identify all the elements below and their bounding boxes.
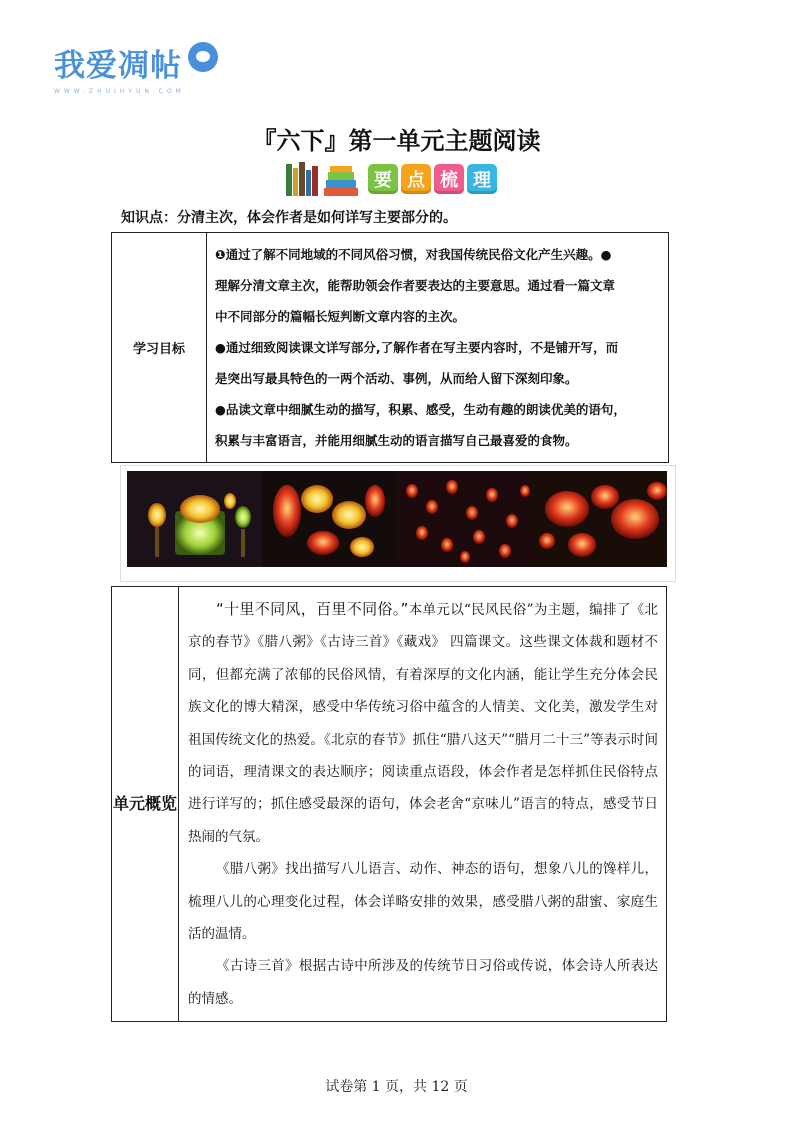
lanterns-illustration	[127, 471, 667, 567]
unit-overview-body	[179, 587, 667, 1022]
overview-paragraph-1-text: 本单元以“民风民俗”为主题，编排了《北京的春节》《腊八粥》《古诗三首》《藏戏》 四篇课文。这些课文体裁和题材不同，但都充满了浓郁的民俗风情，有着深厚的文化内涵，能让学生充分体会民族文化的博大精深，感受中华传统习俗中蕴含的人情美、文化美，激发学生对祖国传统文化的热爱。《北京的春节》抓住“腊八这天”“腊月二十三”等表示时间的词语，理清课文的表达顺序；阅读重点语段，体会作者是怎样抓住民俗特点进行详写的；抓住感受最深的语句，体会老舍“京味儿”语言的特点，感受节日热闹的气氛。	[188, 602, 658, 845]
goal-line: 是突出写最具特色的一两个活动、事例，从而给人留下深刻印象。	[215, 371, 578, 386]
key-char-shu: 梳	[434, 164, 464, 194]
overview-paragraph: 《腊八粥》找出描写八儿语言、动作、神态的语句，想象八儿的馋样儿，梳理八儿的心理变化过程，体会详略安排的效果，感受腊八粥的甜蜜、家庭生活的温情。	[188, 861, 658, 943]
goal-line: 中不同部分的篇幅长短判断文章内容的主次。	[215, 309, 466, 324]
goal-line: ❶通过了解不同地域的不同风俗习惯，对我国传统民俗文化产生兴趣。●	[215, 247, 612, 262]
learning-goals-body	[207, 233, 669, 463]
unit-overview-header	[112, 587, 179, 1022]
unit-overview-header-text: 单元概览	[112, 794, 177, 814]
unit-overview-table	[111, 586, 667, 1022]
page-title: 『六下』第一单元主题阅读	[252, 127, 541, 155]
learning-goals-table	[111, 232, 669, 463]
lead-quote: “十里不同风，百里不同俗。”	[216, 600, 409, 618]
knowledge-point: 知识点：分清主次，体会作者是如何详写主要部分的。	[121, 210, 457, 226]
key-char-yao: 要	[368, 164, 398, 194]
goal-line: 积累与丰富语言，并能用细腻生动的语言描写自己最喜爱的食物。	[215, 433, 578, 448]
books-icon	[284, 158, 366, 198]
site-logo	[52, 38, 232, 100]
key-char-dian: 点	[401, 164, 431, 194]
key-points-banner	[284, 158, 516, 198]
goal-line: ●品读文章中细腻生动的描写，积累、感受，生动有趣的朗读优美的语句，	[215, 402, 626, 417]
overview-paragraph	[188, 593, 658, 853]
learning-goals-header: 学习目标	[112, 233, 207, 463]
page-footer: 试卷第 1 页，共 12 页	[325, 1079, 468, 1095]
lantern-festival-image	[120, 465, 676, 582]
key-char-li: 理	[467, 164, 497, 194]
logo-url: WWW.ZHUIHYUN.COM	[54, 88, 185, 95]
overview-paragraph: 《古诗三首》根据古诗中所涉及的传统节日习俗或传说，体会诗人所表达的情感。	[188, 958, 658, 1007]
goal-line: ●通过细致阅读课文详写部分,了解作者在写主要内容时，不是铺开写，而	[215, 340, 619, 355]
chat-bubble-icon	[188, 42, 218, 72]
goal-line: 理解分清文章主次，能帮助领会作者要表达的主要意思。通过看一篇文章	[215, 278, 616, 293]
logo-text: 我爱凋帖	[54, 48, 182, 84]
